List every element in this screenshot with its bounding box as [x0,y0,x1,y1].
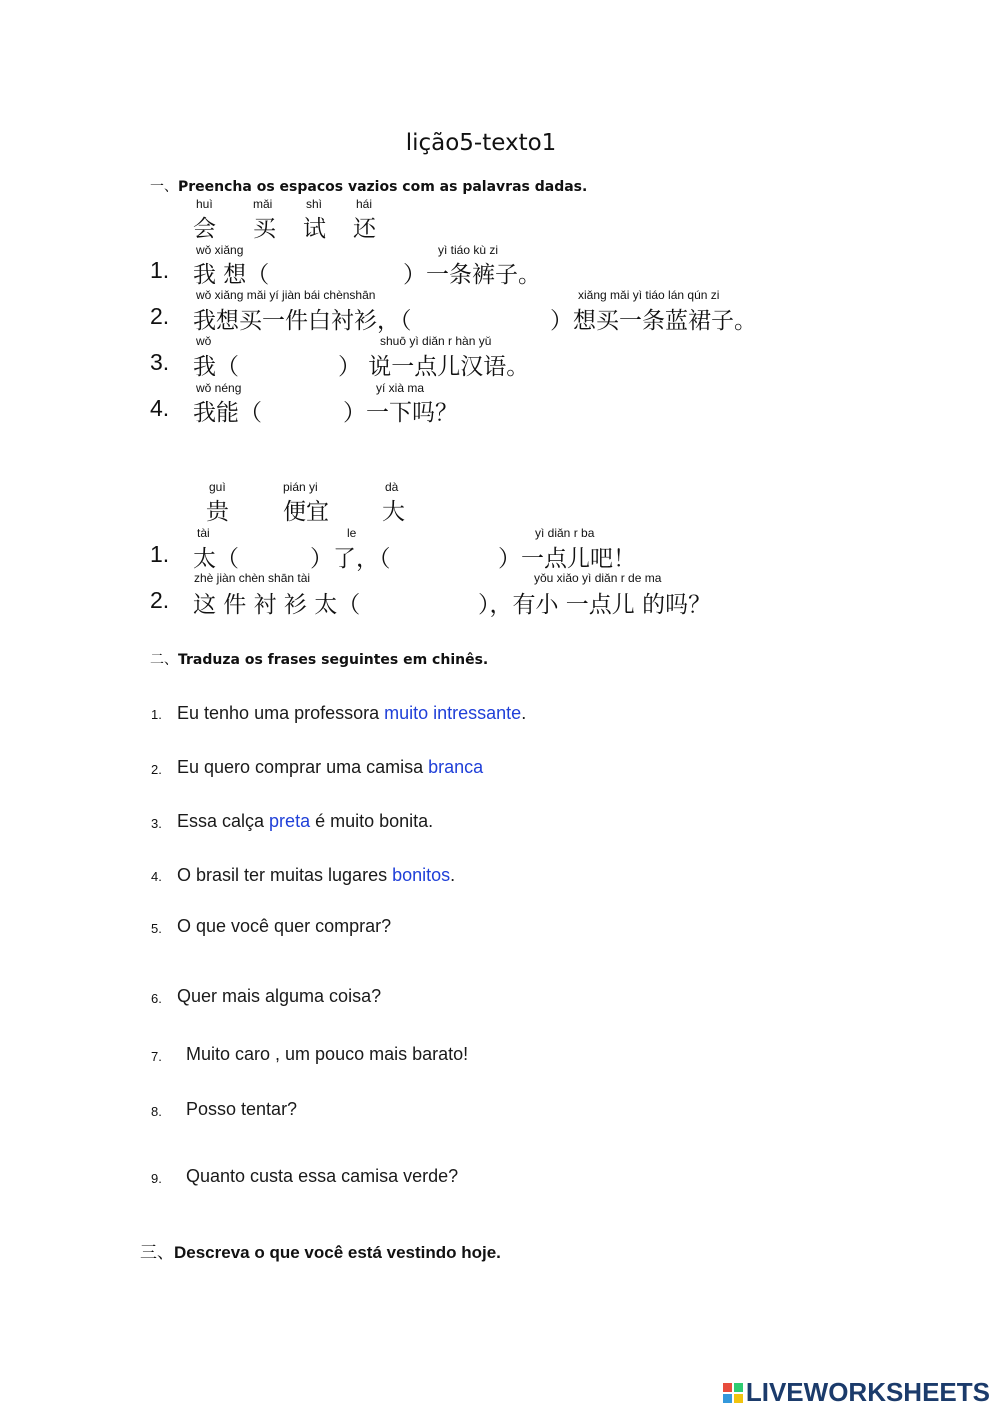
translate-item-2-highlight: branca [428,757,484,777]
item2-1-pinyin-a: tài [197,526,210,540]
item2-2-text-a: 这 件 衬 衫 太（ [193,592,361,618]
item2-1-blank-a[interactable] [245,540,307,568]
item1-4-text-b: ）一下吗？ [343,400,458,426]
logo-v [723,1394,732,1403]
translate-item-8-number: 8. [151,1104,162,1119]
translate-item-1-number: 1. [151,707,162,722]
item1-3-text-a: 我（ [193,354,239,380]
item1-2-pinyin-a: wǒ xiǎng mǎi yí jiàn bái chènshān [196,288,376,302]
bank1-word-3: 还 [353,216,376,242]
item1-2-text-a: 我想买一件白衬衫，（ [193,308,412,334]
translate-item-1 [177,703,526,724]
translate-item-1-highlight: muito intressante [384,703,522,723]
bank2-word-1: 便宜 [283,499,329,525]
translate-item-4-number: 4. [151,869,162,884]
translate-item-1-tail: . [521,703,527,723]
section2-marker: 二、 [150,652,178,668]
section1-heading [150,176,587,196]
item2-2-blank[interactable] [410,586,480,614]
item1-1-text-a: 我 想（ [193,262,270,288]
item2-2-text-b: ），有小 一点儿 的吗？ [478,592,712,618]
item1-1-pinyin-a: wǒ xiǎng [196,243,244,257]
item1-4-blank[interactable] [275,394,340,422]
section3-heading-text: Descreva o que você está vestindo hoje. [174,1243,501,1262]
item1-1-pinyin-b: yì tiáo kù zi [438,243,499,257]
bank1-py-2: shì [306,197,323,211]
item1-1-text-b: ）一条裤子。 [403,262,541,288]
translate-item-2-number: 2. [151,762,162,777]
bank1-py-1: mǎi [253,197,273,211]
bank1-py-3: hái [356,197,373,211]
translate-item-3-highlight: preta [269,811,311,831]
translate-item-4-tail: . [450,865,456,885]
translate-item-3-tail: é muito bonita. [310,811,434,831]
item2-1-text-b: ）一点儿吧！ [498,546,636,572]
section2-heading-text: Traduza os frases seguintes em chinês. [178,652,489,668]
translate-item-8-text: Posso tentar? [186,1099,298,1119]
translate-item-7-number: 7. [151,1049,162,1064]
translate-item-9-text: Quanto custa essa camisa verde? [186,1166,459,1186]
translate-item-7-text: Muito caro , um pouco mais barato! [186,1044,469,1064]
translate-item-5-text: O que você quer comprar? [177,916,392,936]
item2-1-text-a: 太（ [193,546,239,572]
bank2-py-2: dà [385,480,399,494]
item1-2-text-b: ）想买一条蓝裙子。 [550,308,757,334]
item1-3-pinyin-a: wǒ [196,334,212,348]
bank2-py-0: guì [209,480,226,494]
item1-1-number: 1. [150,257,170,283]
logo-i [734,1383,743,1392]
item2-1-number: 1. [150,541,170,567]
item1-3-text-b: ） 说一点儿汉语。 [338,354,530,380]
logo-e [734,1394,743,1403]
item1-3-pinyin-b: shuō yì diǎn r hàn yǔ [380,334,492,348]
translate-item-6-number: 6. [151,991,162,1006]
item2-2-pinyin-a: zhè jiàn chèn shān tài [194,571,311,585]
item1-2-pinyin-b: xiǎng mǎi yì tiáo lán qún zi [578,288,720,302]
item1-4-pinyin-a: wǒ néng [196,381,242,395]
item2-2-pinyin-b: yǒu xiǎo yì diǎn r de ma [534,571,662,585]
logo-l [723,1383,732,1392]
translate-item-3-number: 3. [151,816,162,831]
translate-item-4 [177,865,455,886]
item1-3-blank[interactable] [245,348,335,376]
translate-item-3 [177,811,433,832]
translate-item-4-highlight: bonitos [392,865,451,885]
liveworksheets-brand [723,1377,990,1408]
translate-item-6-text: Quer mais alguma coisa? [177,986,382,1006]
brand-name: LIVEWORKSHEETS [745,1377,990,1407]
section1-heading-text: Preencha os espacos vazios com as palavras dadas. [178,179,588,195]
bank2-word-0: 贵 [206,499,229,525]
bank2-word-2: 大 [382,499,405,525]
section2-heading [150,649,488,669]
translate-item-5-number: 5. [151,921,162,936]
translate-item-1-text: Eu tenho uma professora [177,703,385,723]
bank2-py-1: pián yi [283,480,318,494]
bank1-word-1: 买 [253,216,276,242]
section1-marker: 一、 [150,179,178,195]
item2-1-pinyin-mid: le [347,526,357,540]
translate-item-9-number: 9. [151,1171,162,1186]
page-title: lição5-texto1 [405,130,557,156]
item2-1-text-mid: ）了，（ [310,546,391,572]
translate-item-3-text: Essa calça [177,811,270,831]
translate-item-2 [177,757,483,778]
translate-item-4-text: O brasil ter muitas lugares [177,865,393,885]
section3-marker: 三、 [140,1243,174,1263]
item2-1-blank-b[interactable] [425,540,495,568]
section3-heading [140,1238,501,1263]
item2-2-number: 2. [150,587,170,613]
item1-4-number: 4. [150,395,170,421]
item1-2-blank[interactable] [475,302,545,330]
item1-4-pinyin-b: yí xià ma [376,381,425,395]
item1-4-text-a: 我能（ [193,400,262,426]
item1-2-number: 2. [150,303,170,329]
item2-1-pinyin-b: yì diǎn r ba [535,526,595,540]
item1-3-number: 3. [150,349,170,375]
bank1-word-2: 试 [303,216,326,242]
translate-item-2-text: Eu quero comprar uma camisa [177,757,429,777]
item1-1-blank[interactable] [300,256,400,284]
liveworksheets-logo-icon [723,1383,743,1403]
bank1-word-0: 会 [193,216,216,242]
bank1-py-0: huì [196,197,213,211]
